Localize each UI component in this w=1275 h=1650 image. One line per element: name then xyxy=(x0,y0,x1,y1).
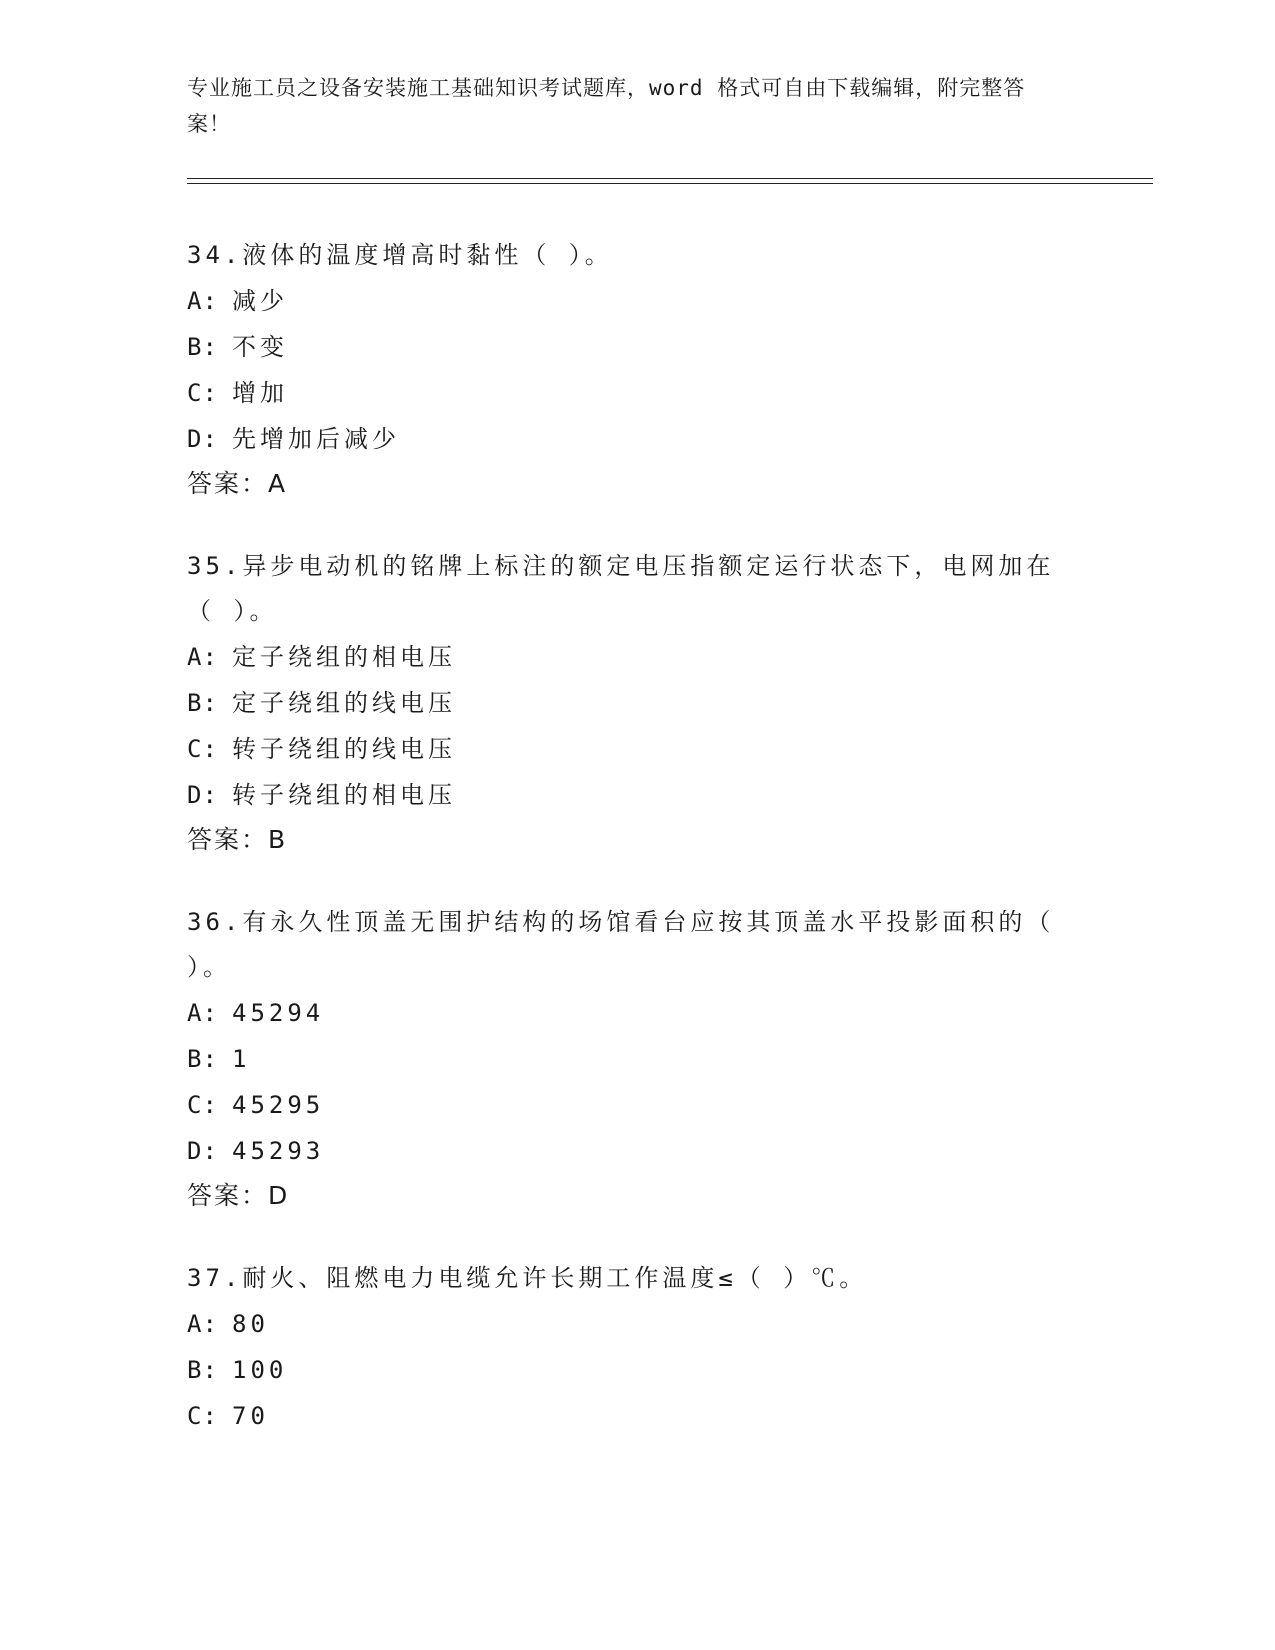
option-a xyxy=(187,634,1067,680)
answer-line: 答案：A xyxy=(187,469,288,498)
option-key: D: xyxy=(187,1137,218,1165)
option-a xyxy=(187,1301,1067,1347)
option-b xyxy=(187,680,1067,726)
option-text: 不变 xyxy=(232,333,288,361)
option-key: C: xyxy=(187,735,218,763)
option-c xyxy=(187,370,1067,416)
option-text: 先增加后减少 xyxy=(232,425,400,453)
option-key: B: xyxy=(187,1356,218,1384)
option-key: A: xyxy=(187,1310,218,1338)
option-d xyxy=(187,416,1067,462)
option-text: 100 xyxy=(232,1356,288,1384)
option-key: B: xyxy=(187,1045,218,1073)
option-text: 定子绕组的相电压 xyxy=(232,643,456,671)
option-d xyxy=(187,772,1067,818)
question-stem: 34.液体的温度增高时黏性（ ）。 xyxy=(187,241,613,269)
option-key: D: xyxy=(187,781,218,809)
option-text: 转子绕组的相电压 xyxy=(232,781,456,809)
option-text: 1 xyxy=(232,1045,251,1073)
option-key: C: xyxy=(187,1091,218,1119)
option-key: C: xyxy=(187,1402,218,1430)
option-text: 增加 xyxy=(232,379,288,407)
option-text: 80 xyxy=(232,1310,269,1338)
question-35 xyxy=(187,544,1067,862)
option-text: 70 xyxy=(232,1402,269,1430)
option-key: C: xyxy=(187,379,218,407)
option-b xyxy=(187,324,1067,370)
header-divider-bottom xyxy=(187,183,1153,184)
option-c xyxy=(187,1082,1067,1128)
question-37 xyxy=(187,1256,1067,1439)
question-36 xyxy=(187,900,1067,1218)
question-stem: 35.异步电动机的铭牌上标注的额定电压指额定运行状态下，电网加在（ ）。 xyxy=(187,552,1055,625)
question-list xyxy=(187,233,1067,1477)
option-key: B: xyxy=(187,689,218,717)
option-key: A: xyxy=(187,999,218,1027)
option-b xyxy=(187,1036,1067,1082)
option-key: A: xyxy=(187,643,218,671)
option-text: 定子绕组的线电压 xyxy=(232,689,456,717)
question-34 xyxy=(187,233,1067,506)
question-stem: 37.耐火、阻燃电力电缆允许长期工作温度≤（ ）℃。 xyxy=(187,1264,868,1292)
option-key: D: xyxy=(187,425,218,453)
option-text: 减少 xyxy=(232,287,288,315)
question-stem: 36.有永久性顶盖无围护结构的场馆看台应按其顶盖水平投影面积的（ ）。 xyxy=(187,908,1055,981)
option-c xyxy=(187,726,1067,772)
option-text: 45293 xyxy=(232,1137,325,1165)
option-text: 转子绕组的线电压 xyxy=(232,735,456,763)
document-header: 专业施工员之设备安装施工基础知识考试题库，word 格式可自由下载编辑，附完整答案！ xyxy=(187,76,1026,136)
option-b xyxy=(187,1347,1067,1393)
option-text: 45294 xyxy=(232,999,325,1027)
option-a xyxy=(187,278,1067,324)
option-key: A: xyxy=(187,287,218,315)
header-divider-top xyxy=(187,178,1153,179)
option-d xyxy=(187,1128,1067,1174)
answer-line: 答案：D xyxy=(187,1181,290,1210)
answer-line: 答案：B xyxy=(187,825,288,854)
option-key: B: xyxy=(187,333,218,361)
option-text: 45295 xyxy=(232,1091,325,1119)
option-a xyxy=(187,990,1067,1036)
option-c xyxy=(187,1393,1067,1439)
